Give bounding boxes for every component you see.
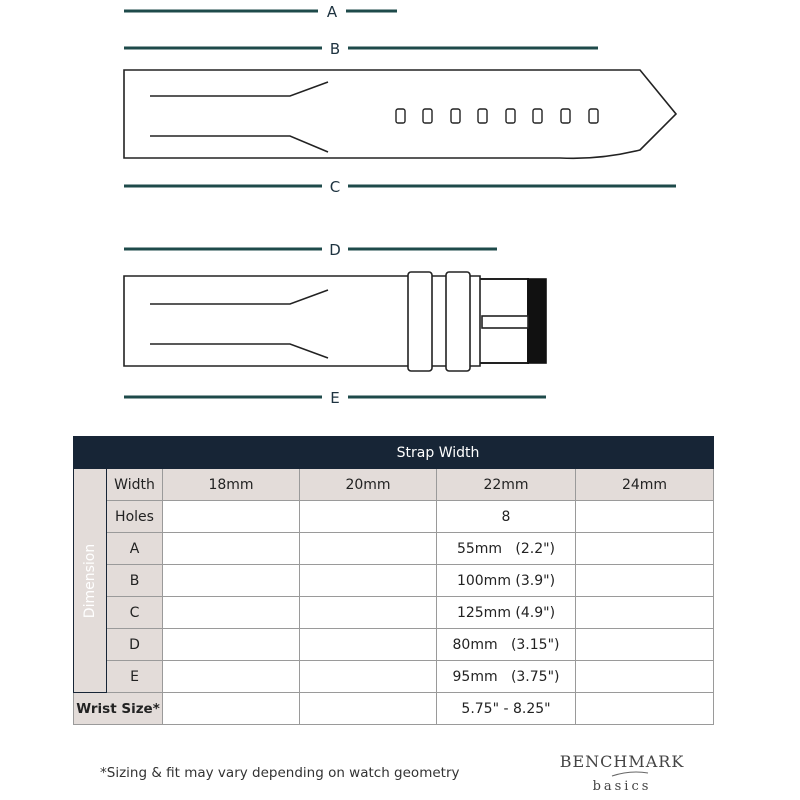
buckle-strap — [124, 272, 546, 371]
size-chart — [73, 436, 713, 730]
table-row — [74, 629, 714, 661]
table-title-row — [74, 437, 714, 469]
table-cell: 55mm (2.2") — [437, 533, 576, 565]
table-cell: 125mm (4.9") — [437, 597, 576, 629]
dimension-label-text: Dimension — [82, 543, 98, 618]
table-row — [74, 533, 714, 565]
table-cell — [300, 661, 437, 693]
row-label: Holes — [107, 501, 163, 533]
column-header: 18mm — [163, 469, 300, 501]
table-cell — [300, 565, 437, 597]
brand-logo — [552, 752, 692, 794]
table-cell — [576, 629, 714, 661]
table-cell — [163, 693, 300, 725]
table-cell — [163, 533, 300, 565]
row-label: A — [107, 533, 163, 565]
table-row — [74, 597, 714, 629]
table-cell — [576, 693, 714, 725]
column-header: 20mm — [300, 469, 437, 501]
table-cell — [576, 597, 714, 629]
table-cell — [163, 661, 300, 693]
table-row — [74, 661, 714, 693]
table-cell — [163, 565, 300, 597]
row-label: E — [107, 661, 163, 693]
buckle — [480, 279, 546, 363]
table-cell — [576, 565, 714, 597]
dimension-b — [124, 40, 598, 58]
dimension-c — [124, 178, 676, 196]
row-label: C — [107, 597, 163, 629]
size-table — [73, 436, 714, 725]
table-cell: 95mm (3.75") — [437, 661, 576, 693]
footnote: *Sizing & fit may vary depending on watch geometry — [100, 765, 460, 781]
dimension-d — [124, 241, 497, 259]
table-cell — [576, 533, 714, 565]
wrist-size-row — [74, 693, 714, 725]
table-cell — [300, 533, 437, 565]
table-row — [74, 565, 714, 597]
table-cell: 8 — [437, 501, 576, 533]
table-cell — [163, 629, 300, 661]
row-label: B — [107, 565, 163, 597]
table-cell — [300, 693, 437, 725]
table-cell — [576, 661, 714, 693]
row-label: D — [107, 629, 163, 661]
table-cell — [300, 597, 437, 629]
table-cell — [163, 501, 300, 533]
table-cell: 5.75" - 8.25" — [437, 693, 576, 725]
table-row — [74, 501, 714, 533]
wrist-size-label: Wrist Size* — [74, 693, 163, 725]
dimension-a-label: A — [326, 3, 338, 21]
dimension-side-label — [74, 469, 107, 693]
table-corner — [74, 437, 163, 469]
table-title: Strap Width — [163, 437, 714, 469]
table-cell — [163, 597, 300, 629]
dimension-b-label: B — [329, 40, 341, 58]
column-header: 22mm — [437, 469, 576, 501]
table-cell: 80mm (3.15") — [437, 629, 576, 661]
table-cell — [300, 501, 437, 533]
dimension-a — [124, 3, 397, 21]
long-strap — [124, 70, 676, 158]
dimension-d-label: D — [329, 241, 341, 259]
table-cell — [576, 501, 714, 533]
dimension-e — [124, 389, 546, 407]
table-cell — [300, 629, 437, 661]
width-label: Width — [107, 469, 163, 501]
width-header-row — [74, 469, 714, 501]
brand-swoosh-icon — [610, 770, 650, 778]
strap-keepers — [408, 272, 470, 371]
strap-holes — [396, 109, 598, 123]
brand-subtitle: basics — [592, 779, 652, 794]
table-cell: 100mm (3.9") — [437, 565, 576, 597]
brand-name: BENCHMARK — [559, 752, 685, 771]
column-header: 24mm — [576, 469, 714, 501]
dimension-e-label: E — [330, 389, 340, 407]
dimension-c-label: C — [329, 178, 341, 196]
